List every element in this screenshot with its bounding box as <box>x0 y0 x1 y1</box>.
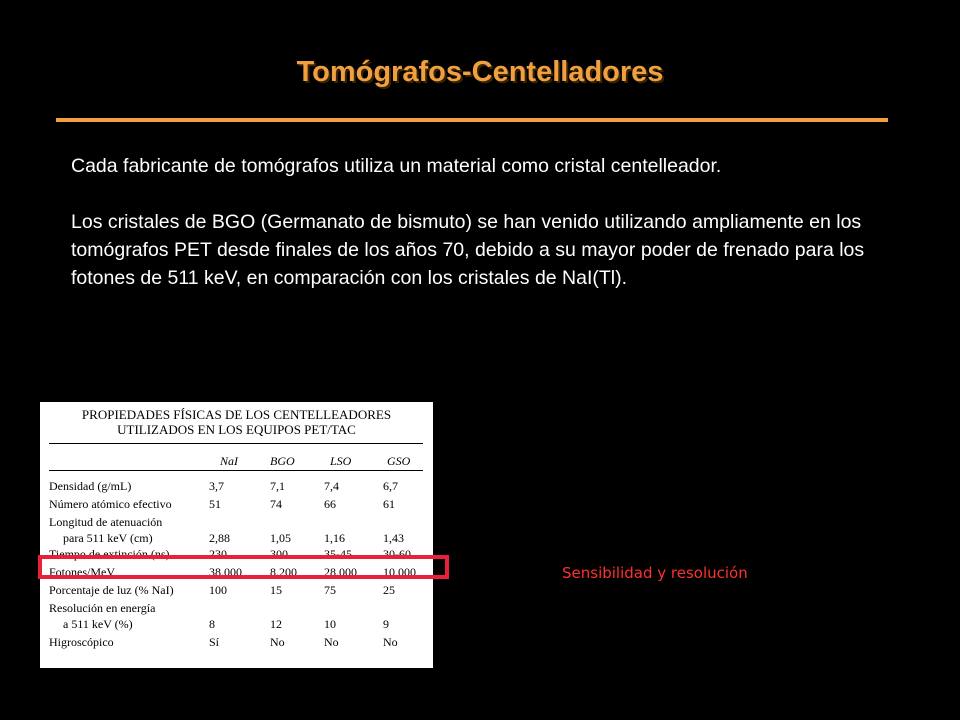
row-label-resolucion-energia: Resolución en energía <box>49 601 156 615</box>
cell-resolucion-gso: 9 <box>383 617 389 631</box>
column-header-lso: LSO <box>330 454 352 468</box>
cell-higroscopico-nai: Sí <box>209 635 220 649</box>
sensitivity-annotation: Sensibilidad y resolución <box>562 564 748 582</box>
table-heading <box>40 407 433 437</box>
cell-densidad-gso: 6,7 <box>383 479 398 493</box>
cell-higroscopico-gso: No <box>383 635 398 649</box>
table-heading-line-1: PROPIEDADES FÍSICAS DE LOS CENTELLEADORES <box>81 407 392 422</box>
scintillator-properties-table <box>40 402 433 668</box>
cell-numero-atomico-lso: 66 <box>324 497 336 511</box>
cell-atenuacion-nai: 2,88 <box>209 531 230 545</box>
table-heading-line-2: UTILIZADOS EN LOS EQUIPOS PET/TAC <box>117 422 356 437</box>
table-top-rule <box>49 443 423 444</box>
cell-resolucion-bgo: 12 <box>270 617 282 631</box>
header-rule <box>49 470 423 471</box>
cell-higroscopico-bgo: No <box>270 635 285 649</box>
cell-higroscopico-lso: No <box>324 635 339 649</box>
row-label-numero-atomico: Número atómico efectivo <box>49 497 172 511</box>
cell-fotones-bgo: 8.200 <box>270 565 297 579</box>
cell-tiempo-lso: 35-45 <box>324 547 352 561</box>
row-label-longitud-atenuacion: Longitud de atenuación <box>49 515 163 529</box>
cell-fotones-lso: 28.000 <box>324 565 357 579</box>
cell-tiempo-gso: 30-60 <box>383 547 411 561</box>
cell-atenuacion-bgo: 1,05 <box>270 531 291 545</box>
paragraph-bgo: Los cristales de BGO (Germanato de bismuto) se han venido utilizando ampliamente en los tomógrafos PET desde finales de los años 70, debido a su mayor poder de frenado para los fotones de 511 keV, en comparación con los cristales de NaI(Tl). <box>71 211 865 289</box>
cell-densidad-bgo: 7,1 <box>270 479 285 493</box>
paragraph-intro: Cada fabricante de tomógrafos utiliza un material como cristal centelleador. <box>71 155 722 177</box>
row-sublabel-resolucion-energia: a 511 keV (%) <box>63 617 133 631</box>
row-label-densidad: Densidad (g/mL) <box>49 479 132 493</box>
cell-luz-bgo: 15 <box>270 583 282 597</box>
body-text <box>71 152 871 292</box>
slide-title: Tomógrafos-Centelladores <box>296 56 664 88</box>
cell-resolucion-nai: 8 <box>209 617 215 631</box>
cell-tiempo-bgo: 300 <box>270 547 288 561</box>
cell-atenuacion-lso: 1,16 <box>324 531 345 545</box>
cell-fotones-nai: 38.000 <box>209 565 242 579</box>
cell-densidad-lso: 7,4 <box>324 479 339 493</box>
row-sublabel-longitud-atenuacion: para 511 keV (cm) <box>63 531 153 545</box>
row-label-fotones: Fotones/MeV <box>49 565 115 579</box>
column-header-gso: GSO <box>387 454 411 468</box>
fotones-highlight-box <box>38 555 449 579</box>
cell-tiempo-nai: 230 <box>209 547 227 561</box>
cell-numero-atomico-nai: 51 <box>209 497 221 511</box>
cell-luz-lso: 75 <box>324 583 336 597</box>
column-header-bgo: BGO <box>270 454 295 468</box>
cell-densidad-nai: 3,7 <box>209 479 224 493</box>
row-label-tiempo-extincion: Tiempo de extinción (ns) <box>49 547 170 561</box>
row-label-porcentaje-luz: Porcentaje de luz (% NaI) <box>49 583 174 597</box>
row-label-higroscopico: Higroscópico <box>49 635 114 649</box>
cell-atenuacion-gso: 1,43 <box>383 531 404 545</box>
cell-luz-nai: 100 <box>209 583 227 597</box>
cell-fotones-gso: 10.000 <box>383 565 416 579</box>
cell-numero-atomico-gso: 61 <box>383 497 395 511</box>
title-underline <box>56 118 888 122</box>
cell-numero-atomico-bgo: 74 <box>270 497 282 511</box>
column-header-nai: NaI <box>220 454 238 468</box>
cell-luz-gso: 25 <box>383 583 395 597</box>
cell-resolucion-lso: 10 <box>324 617 336 631</box>
